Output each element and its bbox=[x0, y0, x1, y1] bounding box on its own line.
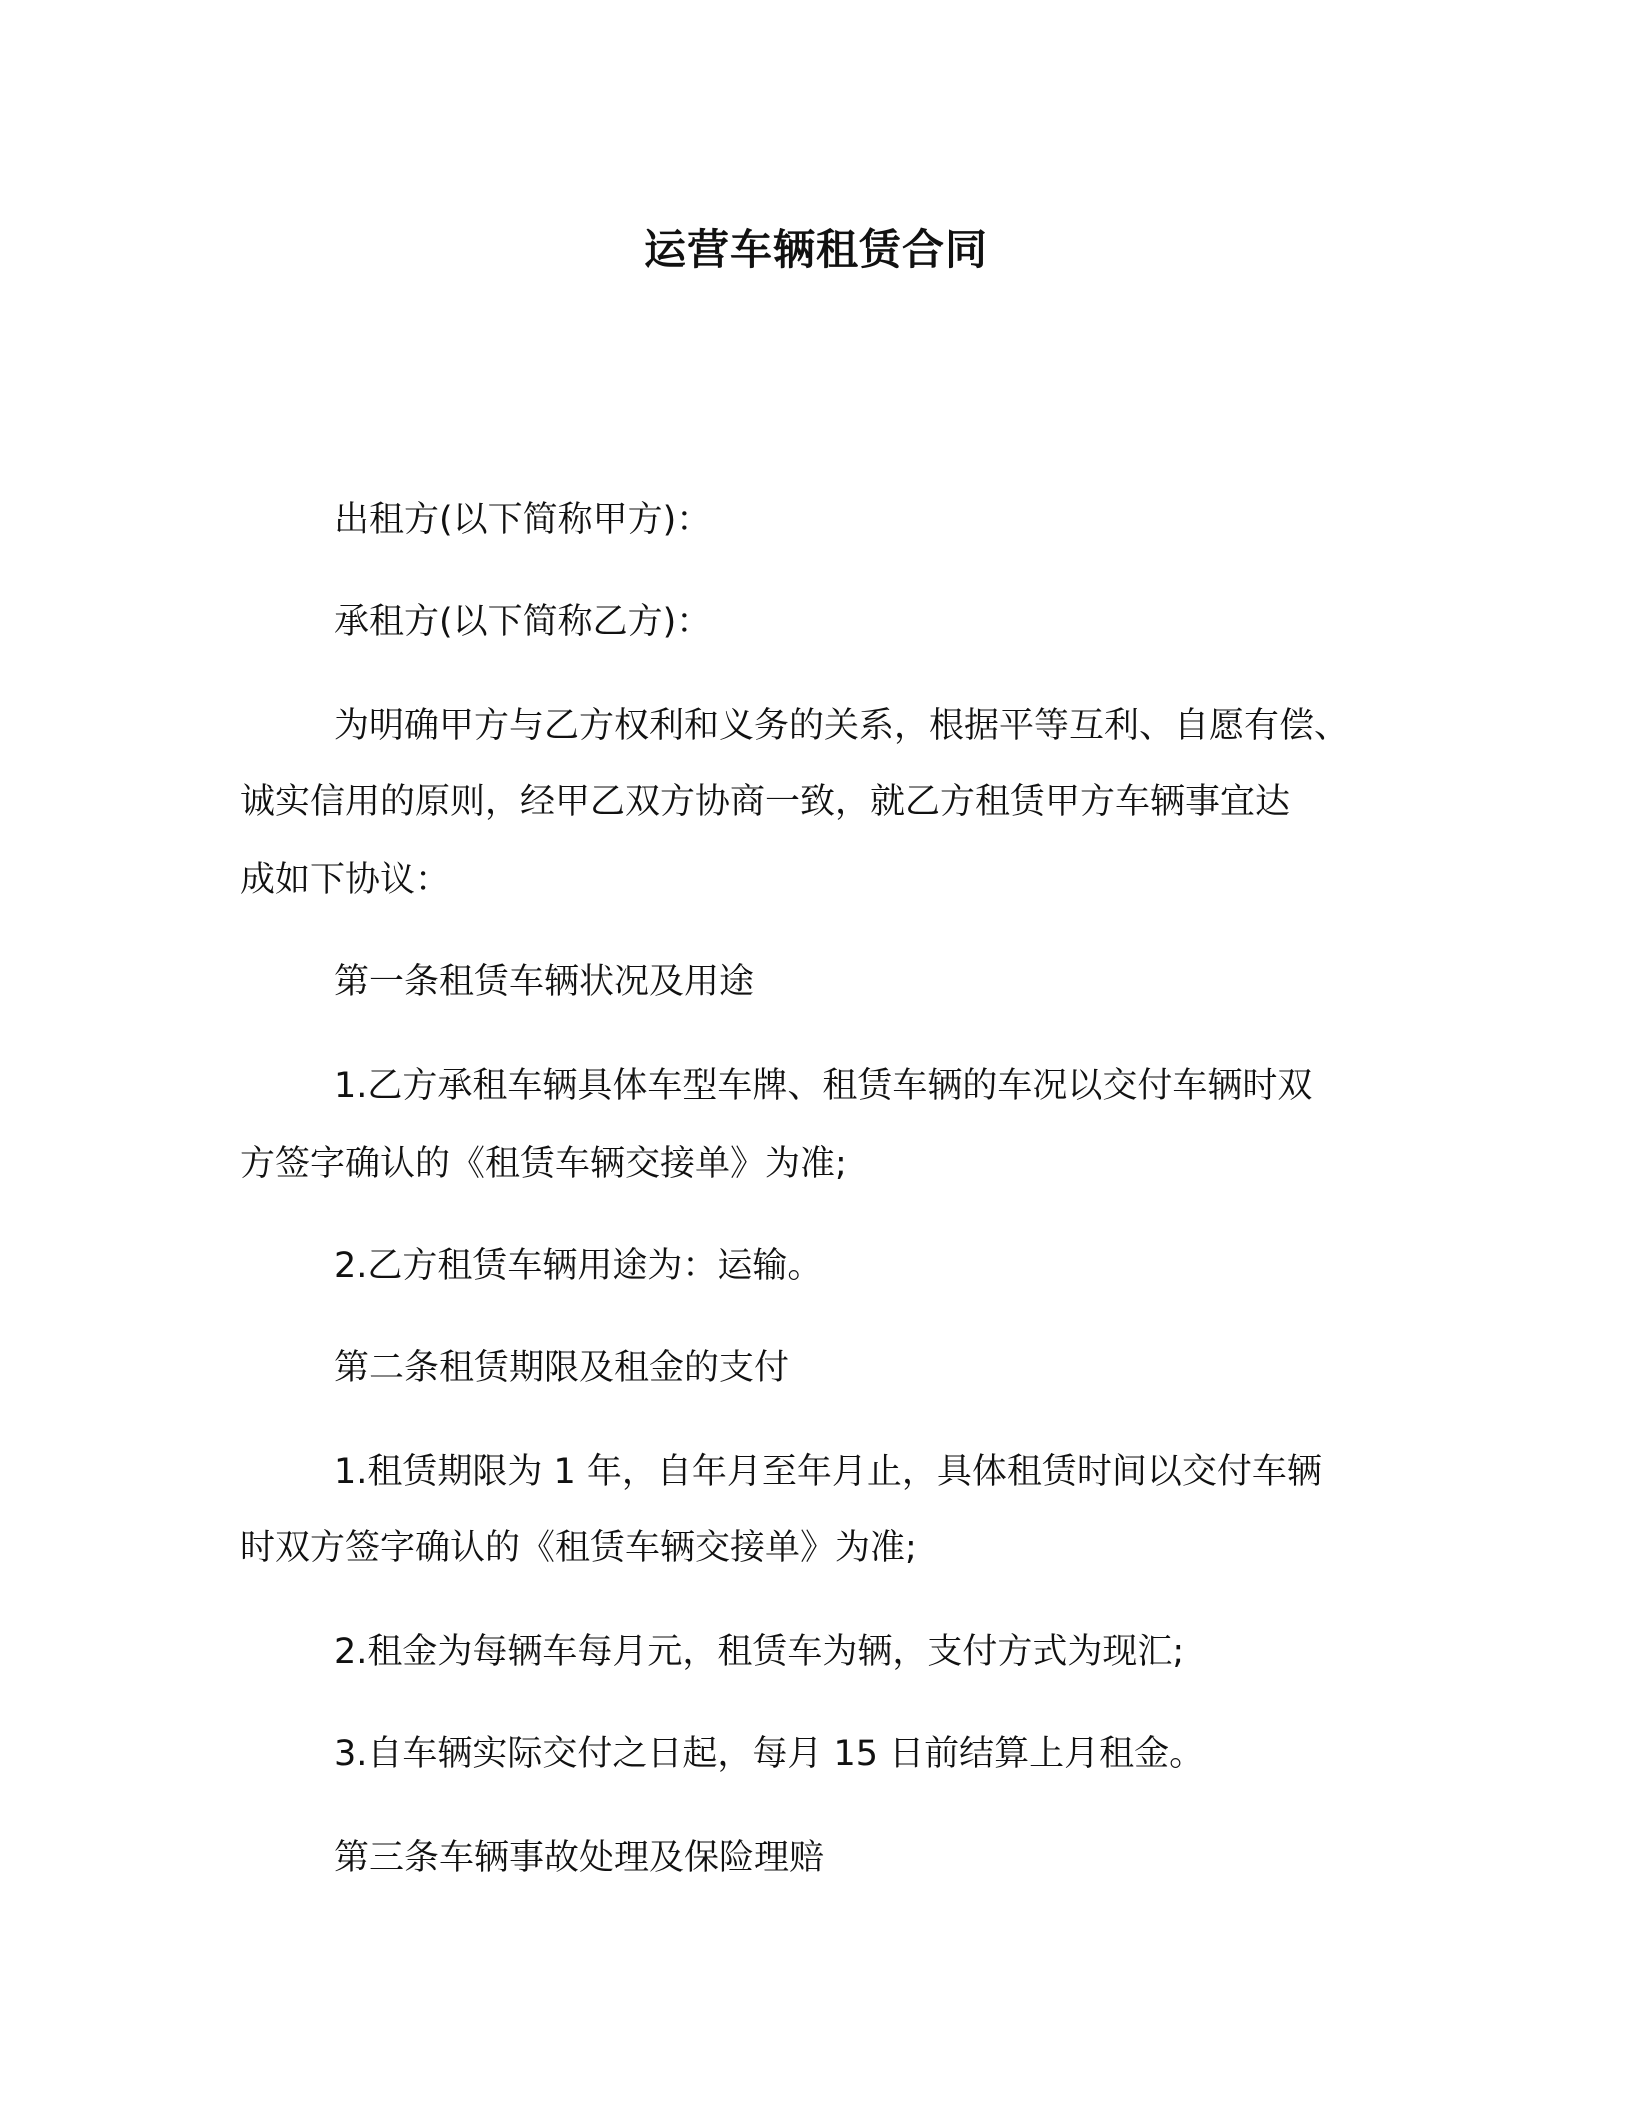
article-1-item-1-line-1: 1.乙方承租车辆具体车型车牌、租赁车辆的车况以交付车辆时双 bbox=[334, 1066, 1313, 1106]
article-3-heading: 第三条车辆事故处理及保险理赔 bbox=[334, 1838, 825, 1878]
lessee-line: 承租方(以下简称乙方)： bbox=[334, 602, 712, 642]
preamble-line-1: 为明确甲方与乙方权利和义务的关系，根据平等互利、自愿有偿、 bbox=[334, 706, 1350, 746]
article-2-item-1-line-2: 时双方签字确认的《租赁车辆交接单》为准; bbox=[240, 1528, 917, 1568]
article-2-item-2: 2.租金为每辆车每月元，租赁车为辆，支付方式为现汇; bbox=[334, 1632, 1185, 1672]
lessor-line: 出租方(以下简称甲方)： bbox=[334, 500, 712, 540]
article-2-heading: 第二条租赁期限及租金的支付 bbox=[334, 1348, 790, 1388]
article-2-item-3: 3.自车辆实际交付之日起，每月 15 日前结算上月租金。 bbox=[334, 1734, 1205, 1774]
article-1-heading: 第一条租赁车辆状况及用途 bbox=[334, 962, 755, 1002]
article-1-item-1-line-2: 方签字确认的《租赁车辆交接单》为准; bbox=[240, 1144, 847, 1184]
preamble-line-2: 诚实信用的原则，经甲乙双方协商一致，就乙方租赁甲方车辆事宜达 bbox=[240, 782, 1291, 822]
document-title: 运营车辆租赁合同 bbox=[643, 225, 988, 274]
preamble-line-3: 成如下协议： bbox=[240, 860, 451, 900]
article-1-item-2: 2.乙方租赁车辆用途为：运输。 bbox=[334, 1246, 823, 1286]
article-2-item-1-line-1: 1.租赁期限为 1 年，自年月至年月止，具体租赁时间以交付车辆 bbox=[334, 1452, 1322, 1492]
